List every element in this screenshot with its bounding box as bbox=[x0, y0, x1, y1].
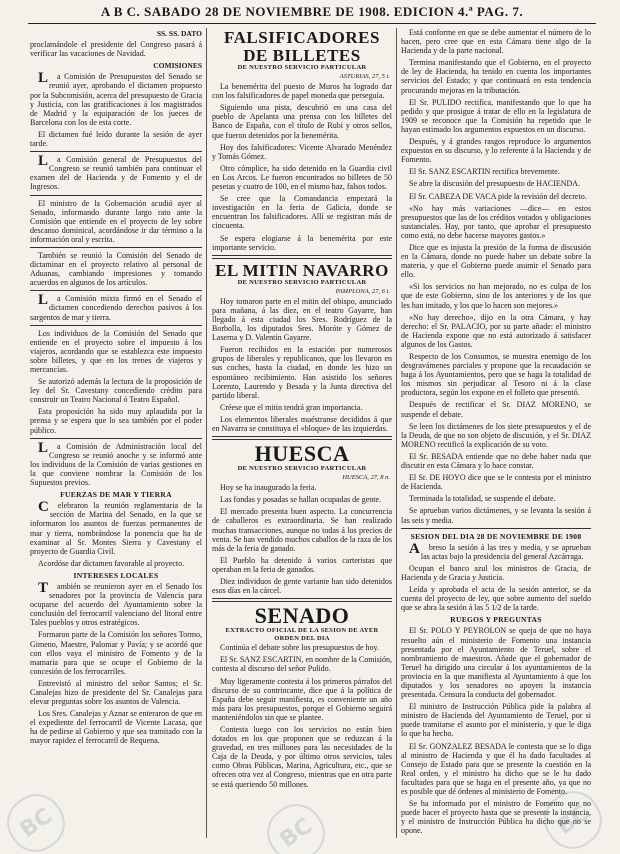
paragraph: Formaron parte de la Comisión los señores Tormo, Gimeno, Maestre, Palomar y Pavía; y se acordó que con ellos vaya el ministro de Fomento y de la mamaria para que se ocupe el Gobierno de la concesión de los ferrocarriles. bbox=[30, 630, 202, 676]
paragraph: Ocupan el banco azul los ministros de Gracia, de Hacienda y de Gracia y Justicia. bbox=[401, 563, 591, 582]
paragraph: El Sr. POLO Y PEYROLON se queja de que no haya resuelto aún el ministerio de Fomento una instancia presentada por el Ayuntamiento de Teruel, sobre el nombramiento de maestros. Añade que el gobernador de Teruel ha dirigido una circular á los ayuntamientos de la provincia en la que manifiesta al Ayuntamiento á que los diputados y los senadores no apoyen la instancia presentada. Censura la conducta del gobernador. bbox=[401, 626, 591, 700]
paragraph: Esta proposición ha sido muy aplaudida por la prensa y se espera que lo sea también por el poder público. bbox=[30, 407, 202, 435]
paragraph: Termina manifestando que el Gobierno, en el proyecto de ley de Hacienda, ha tenido en cuenta los importantes servicios del Estado; y que continuará en esta tendencia procurando mejoras en la tributación. bbox=[401, 58, 591, 95]
paragraph: Se abre la discusión del presupuesto de HACIENDA. bbox=[409, 179, 581, 189]
dateline: PAMPLONA, 27, 6 t. bbox=[335, 287, 390, 295]
section-intereses: INTERESES LOCALES bbox=[73, 570, 159, 580]
paragraph: «No hay más variaciones —dice— en estos presupuestos que las de los créditos votados y obligaciones sustanciales. Hay, por tanto, que aprobar el presupuesto como está, no debe hacerse mayores gastos.» bbox=[401, 203, 591, 240]
paragraph: El Sr. SANZ ESCARTIN rectifica brevemente. bbox=[409, 167, 560, 177]
paragraph: Los Sres. Canalejas y Aznar se enteraron de que en el expediente del ferrocarril de Vicente Lacasa, que ha de pedirse al Gobierno y que sea tramitado con la mayor rapidez el ferrocarril de Requena. bbox=[30, 709, 202, 746]
section-comisiones: COMISIONES bbox=[153, 61, 202, 71]
paragraph: Después de rectificar el Sr. DIAZ MORENO, se suspende el debate. bbox=[401, 400, 591, 419]
paragraph: El Sr. GONZALEZ BESADA le contesta que se lo diga al ministro de Hacienda y que él ha dado facultades al Consejo de Estado para que se presente la cuestión en la Real orden, y el ministro ha dicho que se le ha dado facultades para que se haga en el presente año, ya que no es posible que dé órdenes al ministerio de Fomento. bbox=[401, 741, 591, 797]
divider bbox=[30, 247, 202, 248]
paragraph: Se espera elogiarse á la benemérita por este importante servicio. bbox=[212, 233, 392, 252]
subheadline: EXTRACTO OFICIAL DE LA SESION DE AYER bbox=[225, 627, 379, 635]
paragraph: Contesta luego con los servicios no están bien dotados en los que proponen que se reduzcan á la gravedad, en tres millones para las necesidades de la Caja de la Deuda, y por último otros servicios, tales como Obras Públicas, Marina, Agricultura, etc., que se ofrecen otra vez al Congreso, mientras que en otra parte se está queriendo 50 millones. bbox=[212, 724, 392, 789]
headline-huesca: HUESCA bbox=[254, 441, 350, 467]
column-3 bbox=[401, 28, 591, 848]
divider bbox=[30, 325, 202, 326]
paragraph: «No hay derecho», dijo en la otra Cámara, y hay derecho: el Sr. PALACIO, por su parte añade: el ministro de Hacienda expone que no está autorizado á satisfacer algunos de los Gastos. bbox=[401, 312, 591, 349]
paragraph: Leída y aprobada el acta de la sesión anterior, se da cuenta del proyecto de ley, que sobre aumento del sueldo que se abra la sesión á las 5 1/2 de la tarde. bbox=[401, 585, 591, 613]
dateline: HUESCA, 27, 8 n. bbox=[342, 474, 390, 482]
divider bbox=[212, 598, 392, 602]
paragraph: Siguiendo una pista, descubrió en una casa del pueblo de Apelanta una prensa con los billetes del Banco de España, con el título de Rubi y otros sellos, que fueron detenidos por la benemérita. bbox=[212, 103, 392, 140]
paragraph: «Si los servicios no han mejorado, no es culpa de los que de este Gobierno, sino de los anteriores y de los que les han imitado, y los que lo hacen son mejores.» bbox=[401, 282, 591, 310]
paragraph: Créese que el mitin tendrá gran importancia. bbox=[220, 402, 363, 412]
paragraph: Se autorizó además la lectura de la proposición de ley del Sr. Cavestany concediendo crédito para construir un Teatro Nacional ó Teatro Español. bbox=[30, 377, 202, 405]
paragraph: Fueron recibidos en la estación por numerosos grupos de liberales y republicanos, que los llevaron en sus coches, hasta la ciudad, en donde les hizo un espontáneo recibimiento. Han asistido los señores Lorenzo, Laurendo y Besada y la Junta directiva del partido liberal. bbox=[212, 345, 392, 400]
paragraph: El Sr. PULIDO rectifica, manifestando que lo que ha pedido y que prosigue á tratar de ello en la legislatura de 1909 se reconoce que la Comisión ha repetido que le hayan estimado los argumentos expuestos en un discurso. bbox=[401, 97, 591, 134]
paragraph: Dice que es injusta la presión de la forma de discusión en la Cámara, donde no puede haber un debate sobre la materia, y que el Gobierno puede asumir el Senado para ello. bbox=[401, 242, 591, 280]
paragraph: El Sr. DE HOYO dice que se le contesta por el ministro de Hacienda. bbox=[401, 473, 591, 492]
divider bbox=[30, 151, 202, 152]
section-ss-dato: SS. SS. DATO bbox=[156, 29, 202, 38]
top-rule bbox=[28, 23, 596, 24]
headline-mitin: EL MITIN NAVARRO bbox=[215, 260, 389, 280]
paragraph: proclamándole el presidente del Congreso pasará á verificar las vacaciones de Navidad. bbox=[30, 40, 202, 59]
divider bbox=[212, 436, 392, 440]
paragraph: El Sr. SANZ ESCARTIN, en nombre de la Comisión, contesta al discurso del señor Pulido. bbox=[212, 655, 392, 674]
subheadline: DE NUESTRO SERVICIO PARTICULAR bbox=[237, 278, 367, 286]
paragraph: Está conforme en que se debe aumentar el número de lo hacen, pero cree que en esta Cámara tiene algo de la Hacienda y de la parte nacional. bbox=[401, 28, 591, 56]
paragraph: Continúa el debate sobre los presupuestos de hoy. bbox=[220, 643, 380, 653]
section-ruegos: RUEGOS Y PREGUNTAS bbox=[450, 615, 542, 625]
paragraph: Hoy tomaron parte en el mitin del obispo, anunciado para mañana, á las diez, en el teatro Gayarre, han llegado á esta ciudad los Sres. Rodríguez de la Borbolla, los diputados Sres. Moróte y Gómez de Laserna y D. Valentín Gayarre. bbox=[212, 296, 392, 343]
section-fuerzas: FUERZAS DE MAR Y TIERRA bbox=[60, 490, 172, 500]
paragraph: Respecto de los Consumos, se muestra enemigo de los desgravámenes parciales y propone que la recaudación se haga á los Ayuntamientos, pero que se haga la totalidad de los mismos sin perjudicar al Tesoro ni á la clase productora, según los expone en el folleto que presentó. bbox=[401, 352, 591, 398]
headline-senado: SENADO bbox=[254, 603, 350, 629]
paragraph: La Comisión mixta firmó en el Senado el dictamen concediendo derechos pasivos á los sargentos de mar y tierra. bbox=[30, 292, 202, 322]
column-rule-2 bbox=[396, 28, 397, 838]
paragraph: El mercado presenta buen aspecto. La concurrencia de caballeros es extraordinaria. Se han realizado muchas transacciones, aunque no todas á los precios de venta. Se han vendido muchos caballos de la raza de los más de la feria de ganado. bbox=[212, 507, 392, 553]
subheadline: DE NUESTRO SERVICIO PARTICULAR bbox=[237, 465, 367, 473]
paragraph: También se reunió la Comisión del Senado de dictaminar en el proyecto relativo al personal de Aduanas, cambiando impresiones y tomando acuerdos en algunos de los artículos. bbox=[30, 250, 202, 288]
paragraph: Después, y á grandes rasgos reproduce lo argumentos expuestos en su discurso, y lo referente á la Hacienda y de Fomento. bbox=[401, 137, 591, 165]
subheadline-orden: ORDEN DEL DIA bbox=[274, 635, 330, 643]
subheadline: DE NUESTRO SERVICIO PARTICULAR bbox=[237, 64, 367, 71]
headline-falsificadores: FALSIFICADORES bbox=[224, 28, 380, 47]
watermark-stamp-icon: BC bbox=[534, 781, 612, 854]
watermark-stamp-icon: BC bbox=[0, 784, 75, 854]
divider bbox=[30, 195, 202, 196]
column-2 bbox=[212, 28, 392, 848]
paragraph: El Sr. CABEZA DE VACA pide la revisión del decreto. bbox=[409, 191, 587, 201]
divider bbox=[401, 528, 591, 529]
paragraph: El Pueblo ha detenido á varios carteristas que operaban en la feria de ganados. bbox=[212, 555, 392, 574]
paragraph: El ministro de la Gobernación acudió ayer al Senado, informando durante largo rato ante la Comisión que entiende en el proyecto de ley sobre descanso dominical, acordándose ir dar término a la información oral y escrita. bbox=[30, 198, 202, 244]
paragraph: Los elementos liberales muéstranse decididos á que en Navarra se constituya el «bloque» de las izquierdas. bbox=[212, 414, 392, 433]
paragraph: Terminada la totalidad, se suspende el debate. bbox=[409, 494, 556, 504]
paragraph: Hoy dos falsificadores: Vicente Alvarado Menéndez y Tomás Gómez. bbox=[212, 142, 392, 161]
paragraph: El Sr. BESADA entiende que no debe haber nada que discutir en esta Cámara y lo hace constar. bbox=[401, 451, 591, 471]
paragraph: La Comisión de Administración local del Congreso se reunió anoche y se informó ante los individuos de la Comisión de varias gestiones en la que conviene nombrar la Comisión de los Supuestos previos. bbox=[30, 439, 202, 488]
paragraph: La benemérita del puesto de Muros ha logrado dar con los falsificadores de papel moneda que perseguía. bbox=[212, 82, 392, 101]
paragraph: Se ha informado por el ministro de Fomento que no puede hacer el proyecto hasta que se presente la instancia, y el ministro de Instrucción Pública ha dicho que no se opone. bbox=[401, 799, 591, 836]
section-sesion: SESION DEL DIA 28 DE NOVIEMBRE DE 1908 bbox=[410, 531, 582, 541]
paragraph: También se reunieron ayer en el Senado los senadores por la provincia de Valencia para ocuparse del acuerdo del Ayuntamiento sobre la conclusión del ferrocarril valenciano del litoral entre Tales pueblos y otros estratégicos. bbox=[30, 579, 202, 628]
column-1 bbox=[30, 28, 202, 848]
divider bbox=[212, 255, 392, 259]
paragraph: Otro cómplice, ha sido detenido en la Guardia civil en Los Arcos. Le fueron encontrados no billetes de 50 pesetas y cuatro de 100, en el mismo haz, falsos todos. bbox=[212, 163, 392, 192]
paragraph: Abreso la sesión á las tres y media, y se aprueban las actas bajo la presidencia del general Azcárraga. bbox=[409, 540, 591, 561]
divider bbox=[30, 438, 202, 439]
paragraph: Las fondas y posadas se hallan ocupadas de gente. bbox=[220, 495, 382, 505]
headline-billetes: DE BILLETES bbox=[243, 46, 361, 65]
paragraph: La Comisión de Presupuestos del Senado se reunió ayer, aprobando el dictamen propuesto por la Subcomisión, acerca del presupuesto de Gracia y Justicia, con las gratificaciones á los magistrados de Madrid y la equiparación de los jueces de Barcelona con los de esta corte. bbox=[30, 70, 202, 127]
paragraph: Se aprueban varios dictámenes, y se levanta la sesión á las seis y media. bbox=[401, 506, 591, 525]
paragraph: Se cree que la Comandancia empezará la investigación en la feria de Galicia, donde se encuentran los falsificadores. Allí se registran más de cincuenta. bbox=[212, 194, 392, 231]
paragraph: Entrevistó al ministro del señor Santos; el Sr. Canalejas hizo de presidente del Sr. Canalejas para elevar preguntas sobre los asuntos de Valencia. bbox=[30, 678, 202, 707]
paragraph: Diez individuos de gente variante han sido detenidos esos días en la cárcel. bbox=[212, 577, 392, 596]
page-masthead: A B C. SABADO 28 DE NOVIEMBRE DE 1908. EDICION 4.ª PAG. 7. bbox=[100, 4, 524, 19]
divider bbox=[30, 290, 202, 291]
paragraph: Celebraron la reunión reglamentaria de la sección de Marina del Senado, en la que se informaron los asuntos de fuerzas permanentes de mar y tierra, nombrándose la ponencia que ha de examinar al Sr. Montes Sierra y Cavestany el proyecto de Guardia Civil. bbox=[30, 499, 202, 556]
column-rule-1 bbox=[206, 28, 207, 838]
paragraph: Hoy se ha inaugurado la feria. bbox=[220, 483, 317, 493]
dateline: ASTURIAS, 27, 5 t. bbox=[339, 73, 390, 80]
paragraph: Los individuos de la Comisión del Senado que entiende en el proyecto sobre el impuesto á los viajeros, acordando que se establezca este impuesto sobre billetes, y que en los trenes de viajeros y mercancías. bbox=[30, 328, 202, 374]
paragraph: El ministro de Instrucción Pública pide la palabra al ministro de Hacienda del Ayuntamiento de Teruel, por si puede tramitarse el asunto por el ministerio, y que le diga lo que ha hecho. bbox=[401, 702, 591, 739]
paragraph: La Comisión general de Presupuestos del Congreso se reunió también para continuar el examen del de Hacienda y de Fomento y el de Ingresos. bbox=[30, 153, 202, 192]
paragraph: El dictamen fué leído durante la sesión de ayer tarde. bbox=[30, 129, 202, 149]
paragraph: Se leen los dictámenes de los siete presupuestos y el de la Deuda, de que no son objeto de discusión, y el Sr. DIAZ MORENO rectificó la explicación de su voto. bbox=[401, 421, 591, 449]
paragraph: Muy ligeramente contesta á los primeros párrafos del discurso de su contrincante, dice que á la política de España debe seguir manifiesta, es conveniente un año más para los presupuestos, porque el Gobierno seguirá manteniéndolos sin que se plantee. bbox=[212, 676, 392, 722]
watermark-stamp-icon: BC bbox=[257, 794, 335, 854]
paragraph: Acordóse dar dictamen favorable al proyecto. bbox=[38, 558, 185, 568]
